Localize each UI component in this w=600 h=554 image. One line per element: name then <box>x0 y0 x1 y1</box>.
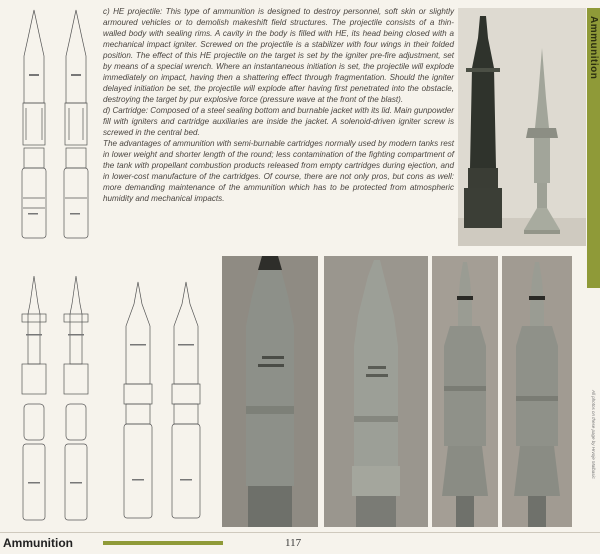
drawing-top-left-pair <box>14 8 98 240</box>
page-number: 117 <box>285 537 302 549</box>
technical-drawing-heat-rounds <box>116 274 216 526</box>
drawing-bottom-left-pair <box>14 274 98 526</box>
photo-two-rounds <box>458 8 586 246</box>
footer-rule <box>0 532 600 533</box>
paragraph-advantages: The advantages of ammunition with semi-burnable cartridges normally used by modern tanks rest in lower weight and shorter length of the round; less contamination of the fighting compartment of the tank with propellant combustion products released from empty cartridges during ejection, and in lower-cost manufacture of the cartridges. Of course, there are not only pros, but cons as well: more demanding maintenance of the ammunition which has to be protected from atmospheric humidity and mechanical impacts. <box>103 139 454 203</box>
paragraph-cartridge: d) Cartridge: Composed of a steel sealing bottom and burnable jacket with its lid. Main gunpowder fill with igniters and cartridge auxiliaries are inside the jacket. A solenoid-driven igniter screw is screwed in the central bed. <box>103 106 454 137</box>
footer-accent-bar <box>103 541 223 545</box>
technical-drawing-apfsds-rounds <box>14 274 98 526</box>
article-text <box>103 6 454 204</box>
photo-round-4 <box>502 256 572 527</box>
section-tab-label: Ammunition <box>588 16 599 80</box>
photo-credit: All photos on these page by Hrvoje Malbasic <box>591 390 596 479</box>
drawing-bottom-center-pair <box>116 274 216 526</box>
photo-round-1 <box>222 256 318 527</box>
photo-round-2 <box>324 256 428 527</box>
footer-section-title: Ammunition <box>3 536 73 550</box>
paragraph-he-projectile: c) HE projectile: This type of ammunition is designed to destroy personnel, soft skin or slightly armoured vehicles or to demolish makeshift field structures. The projectile consists of a thin-walled body with sealing rims. A cavity in the body is filled with HE, its head being closed with a mechanical impact igniter. Screwed on the projectile is a stabilizer with four wings in their folded position. The effect of this HE projectile on the target is set by the igniter pre-fire adjustment, set by means of a special wrench. Where an instantaneous initiation is set, the projectile will explode immediately on impact, having then a shattering effect through fragmentation. Should the igniter delayed initiation be set, the projectile will explode after having first penetrated into the obstacle, destroying the target by pur explosive force (pressure wave at the front of the blast). <box>103 7 454 104</box>
technical-drawing-he-rounds <box>14 8 98 240</box>
photo-round-3 <box>432 256 498 527</box>
